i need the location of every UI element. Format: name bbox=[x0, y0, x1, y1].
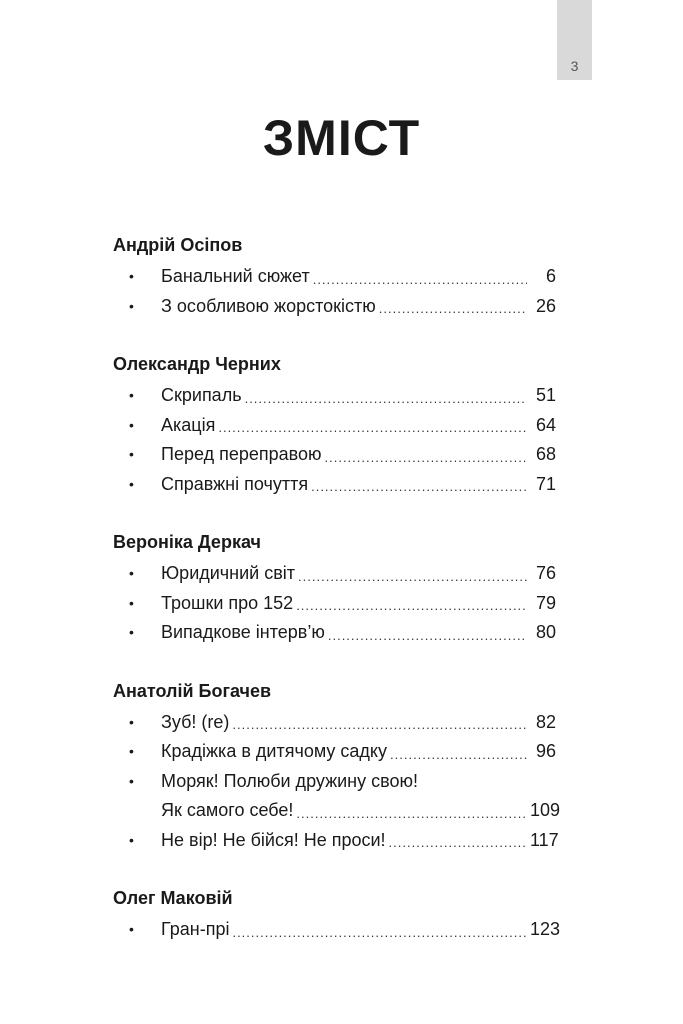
toc-entry[interactable] bbox=[113, 470, 556, 500]
bullet-icon: • bbox=[129, 831, 134, 848]
dot-leader bbox=[390, 742, 527, 767]
entry-title: Акація bbox=[161, 414, 216, 435]
entry-title: Крадіжка в дитячому садку bbox=[161, 741, 388, 761]
bullet-icon: • bbox=[129, 772, 134, 789]
entry-title: Випадкове інтерв’ю bbox=[161, 622, 325, 642]
toc-entry[interactable] bbox=[113, 559, 556, 589]
toc-section-makovii bbox=[113, 885, 561, 945]
table-of-contents bbox=[113, 232, 561, 975]
entry-page: 71 bbox=[535, 473, 556, 494]
entry-title: Трошки про 152 bbox=[161, 592, 294, 613]
author-name: Андрій Осіпов bbox=[113, 235, 243, 255]
entry-page: 82 bbox=[535, 711, 556, 732]
toc-section-osipov bbox=[113, 232, 556, 321]
dot-leader bbox=[313, 267, 527, 292]
dot-leader bbox=[296, 593, 527, 618]
page-number: 3 bbox=[570, 58, 579, 74]
bullet-icon: • bbox=[129, 743, 134, 759]
dot-leader bbox=[245, 386, 527, 411]
author-name: Олександр Черних bbox=[113, 354, 281, 374]
entry-title-line2: Як самого себе! bbox=[161, 800, 294, 820]
bullet-icon: • bbox=[129, 921, 134, 937]
entry-page: 68 bbox=[535, 444, 556, 464]
dot-leader bbox=[379, 296, 527, 321]
entry-title: Банальний сюжет bbox=[161, 266, 310, 286]
bullet-icon: • bbox=[129, 268, 134, 284]
entry-page: 51 bbox=[535, 385, 556, 405]
entry-page: 26 bbox=[535, 295, 556, 316]
entry-title: Гран-прі bbox=[161, 919, 230, 939]
toc-entry[interactable] bbox=[113, 915, 561, 945]
dot-leader bbox=[218, 415, 527, 440]
bullet-icon: • bbox=[129, 624, 134, 640]
dot-leader bbox=[311, 474, 527, 499]
entry-title: Юридичний світ bbox=[161, 563, 296, 583]
entry-page: 79 bbox=[535, 592, 556, 613]
entry-title: Зуб! (re) bbox=[161, 711, 230, 732]
entry-page: 76 bbox=[535, 563, 556, 583]
entry-page: 96 bbox=[535, 741, 556, 761]
toc-entry[interactable] bbox=[113, 767, 561, 826]
toc-entry[interactable] bbox=[113, 440, 556, 470]
toc-entry[interactable] bbox=[113, 737, 556, 767]
toc-entry[interactable] bbox=[113, 708, 556, 738]
toc-entry[interactable] bbox=[113, 411, 556, 441]
dot-leader bbox=[232, 712, 527, 737]
toc-entry[interactable] bbox=[113, 589, 556, 619]
entry-title: Справжні почуття bbox=[161, 473, 309, 494]
author-name: Анатолій Богачев bbox=[113, 680, 272, 701]
entry-page: 123 bbox=[530, 919, 561, 939]
dot-leader bbox=[389, 830, 527, 855]
entry-title: Перед переправою bbox=[161, 444, 322, 464]
entry-page: 80 bbox=[535, 622, 556, 642]
entry-title: Скрипаль bbox=[161, 385, 242, 405]
toc-entry[interactable] bbox=[113, 618, 556, 648]
dot-leader bbox=[325, 445, 528, 470]
toc-entry[interactable] bbox=[113, 292, 556, 322]
bullet-icon: • bbox=[129, 713, 134, 730]
author-name: Вероніка Деркач bbox=[113, 532, 261, 552]
entry-page: 109 bbox=[530, 800, 561, 820]
toc-section-chernykh bbox=[113, 351, 556, 499]
dot-leader bbox=[298, 564, 527, 589]
dot-leader bbox=[232, 920, 527, 945]
entry-title: Не вір! Не бійся! Не проси! bbox=[161, 829, 386, 850]
bullet-icon: • bbox=[129, 387, 134, 403]
toc-entry[interactable] bbox=[113, 826, 559, 856]
bullet-icon: • bbox=[129, 594, 134, 611]
bullet-icon: • bbox=[129, 297, 134, 314]
dot-leader bbox=[296, 801, 527, 826]
toc-section-bogachev bbox=[113, 678, 561, 856]
entry-page: 117 bbox=[530, 829, 559, 850]
bullet-icon: • bbox=[129, 446, 134, 462]
entry-page: 64 bbox=[535, 414, 556, 435]
page-title: ЗМІСТ bbox=[262, 110, 421, 166]
toc-section-derkach bbox=[113, 529, 556, 648]
dot-leader bbox=[328, 623, 527, 648]
author-name: Олег Маковій bbox=[113, 888, 233, 908]
page-number-tab bbox=[557, 0, 592, 80]
bullet-icon: • bbox=[129, 565, 134, 581]
entry-title: З особливою жорстокістю bbox=[161, 295, 376, 316]
entry-title-line1: Моряк! Полюби дружину свою! bbox=[161, 770, 418, 791]
toc-entry[interactable] bbox=[113, 381, 556, 411]
bullet-icon: • bbox=[129, 475, 134, 492]
bullet-icon: • bbox=[129, 416, 134, 433]
entry-page: 6 bbox=[545, 266, 556, 286]
toc-entry[interactable] bbox=[113, 262, 556, 292]
